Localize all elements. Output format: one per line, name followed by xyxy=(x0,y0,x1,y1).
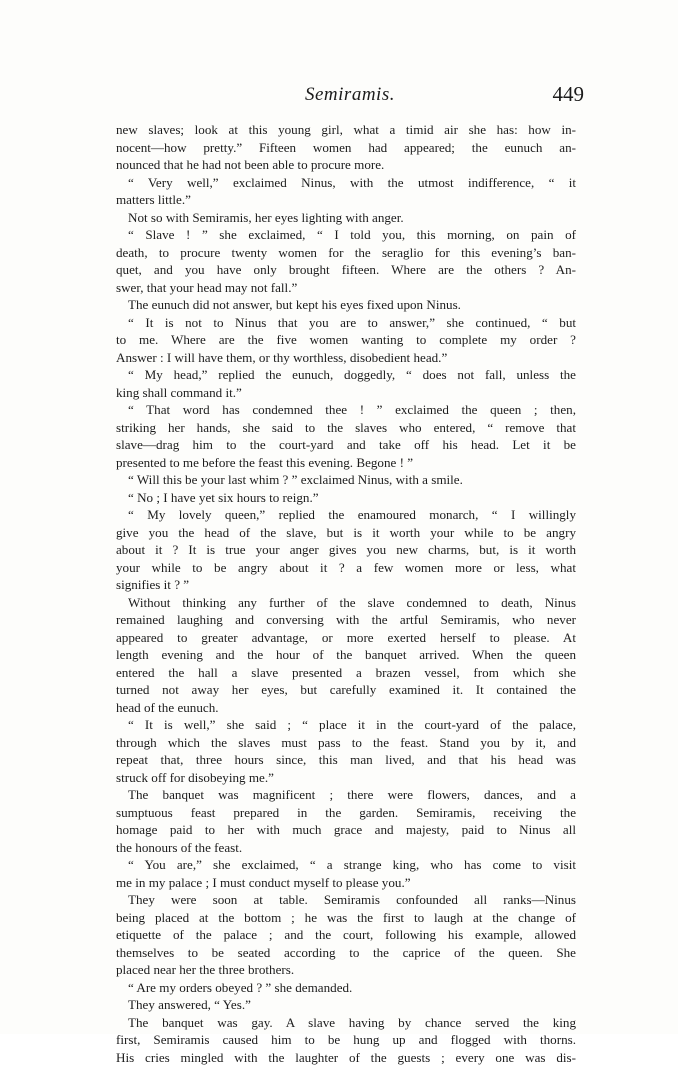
text-line: signifies it ? ” xyxy=(116,576,576,594)
text-line: “ Very well,” exclaimed Ninus, with the utmost indifference, “ it xyxy=(116,174,576,192)
text-line: “ That word has condemned thee ! ” exclaimed the queen ; then, xyxy=(116,401,576,419)
text-line: “ Are my orders obeyed ? ” she demanded. xyxy=(116,979,576,997)
text-line: “ You are,” she exclaimed, “ a strange king, who has come to visit xyxy=(116,856,576,874)
text-line: the honours of the feast. xyxy=(116,839,576,857)
text-line: presented to me before the feast this evening. Begone ! ” xyxy=(116,454,576,472)
text-line: swer, that your head may not fall.” xyxy=(116,279,576,297)
text-line: The banquet was gay. A slave having by chance served the king xyxy=(116,1014,576,1032)
text-line: me in my palace ; I must conduct myself to please you.” xyxy=(116,874,576,892)
text-line: striking her hands, she said to the slaves who entered, “ remove that xyxy=(116,419,576,437)
text-line: themselves to be seated according to the caprice of the queen. She xyxy=(116,944,576,962)
text-line: They answered, “ Yes.” xyxy=(116,996,576,1014)
text-line: The banquet was magnificent ; there were flowers, dances, and a xyxy=(116,786,576,804)
running-header xyxy=(116,84,584,114)
text-line: etiquette of the palace ; and the court, following his example, allowed xyxy=(116,926,576,944)
text-line: matters little.” xyxy=(116,191,576,209)
text-line: turned not away her eyes, but carefully examined it. It contained the xyxy=(116,681,576,699)
text-line: length evening and the hour of the banquet arrived. When the queen xyxy=(116,646,576,664)
text-line: new slaves; look at this young girl, what a timid air she has: how in- xyxy=(116,121,576,139)
text-line: “ Will this be your last whim ? ” exclaimed Ninus, with a smile. xyxy=(116,471,576,489)
text-line: to me. Where are the five women wanting to complete my order ? xyxy=(116,331,576,349)
text-line: His cries mingled with the laughter of the guests ; every one was dis- xyxy=(116,1049,576,1066)
text-line: through which the slaves must pass to the feast. Stand you by it, and xyxy=(116,734,576,752)
text-line: remained laughing and conversing with the artful Semiramis, who never xyxy=(116,611,576,629)
text-line: king shall command it.” xyxy=(116,384,576,402)
text-line: “ It is well,” she said ; “ place it in the court-yard of the palace, xyxy=(116,716,576,734)
text-line: repeat that, three hours since, this man lived, and that his head was xyxy=(116,751,576,769)
running-title: Semiramis. xyxy=(116,84,584,106)
text-line: “ My lovely queen,” replied the enamoured monarch, “ I willingly xyxy=(116,506,576,524)
text-line: appeared to greater advantage, or more exerted herself to please. At xyxy=(116,629,576,647)
text-line: your while to be angry about it ? a few women more or less, what xyxy=(116,559,576,577)
text-line: Without thinking any further of the slave condemned to death, Ninus xyxy=(116,594,576,612)
text-line: first, Semiramis caused him to be hung up and flogged with thorns. xyxy=(116,1031,576,1049)
text-line: sumptuous feast prepared in the garden. Semiramis, receiving the xyxy=(116,804,576,822)
text-line: “ It is not to Ninus that you are to answer,” she continued, “ but xyxy=(116,314,576,332)
text-line: death, to procure twenty women for the seraglio for this evening’s ban- xyxy=(116,244,576,262)
text-line: give you the head of the slave, but is it worth your while to be angry xyxy=(116,524,576,542)
text-line: “ No ; I have yet six hours to reign.” xyxy=(116,489,576,507)
text-line: Answer : I will have them, or thy worthless, disobedient head.” xyxy=(116,349,576,367)
text-line: slave—drag him to the court-yard and take off his head. Let it be xyxy=(116,436,576,454)
text-line: struck off for disobeying me.” xyxy=(116,769,576,787)
text-line: homage paid to her with much grace and majesty, paid to Ninus all xyxy=(116,821,576,839)
text-line: Not so with Semiramis, her eyes lighting with anger. xyxy=(116,209,576,227)
text-line: being placed at the bottom ; he was the first to laugh at the change of xyxy=(116,909,576,927)
text-line: head of the eunuch. xyxy=(116,699,576,717)
text-line: placed near her the three brothers. xyxy=(116,961,576,979)
text-line: quet, and you have only brought fifteen. Where are the others ? An- xyxy=(116,261,576,279)
page-number: 449 xyxy=(553,82,585,107)
text-line: The eunuch did not answer, but kept his eyes fixed upon Ninus. xyxy=(116,296,576,314)
text-line: nocent—how pretty.” Fifteen women had appeared; the eunuch an- xyxy=(116,139,576,157)
text-line: “ My head,” replied the eunuch, doggedly, “ does not fall, unless the xyxy=(116,366,576,384)
text-line: “ Slave ! ” she exclaimed, “ I told you, this morning, on pain of xyxy=(116,226,576,244)
text-line: They were soon at table. Semiramis confounded all ranks—Ninus xyxy=(116,891,576,909)
text-line: entered the hall a slave presented a brazen vessel, from which she xyxy=(116,664,576,682)
text-line: nounced that he had not been able to procure more. xyxy=(116,156,576,174)
body-text xyxy=(116,121,576,1066)
text-line: about it ? It is true your anger gives you new charms, but, is it worth xyxy=(116,541,576,559)
